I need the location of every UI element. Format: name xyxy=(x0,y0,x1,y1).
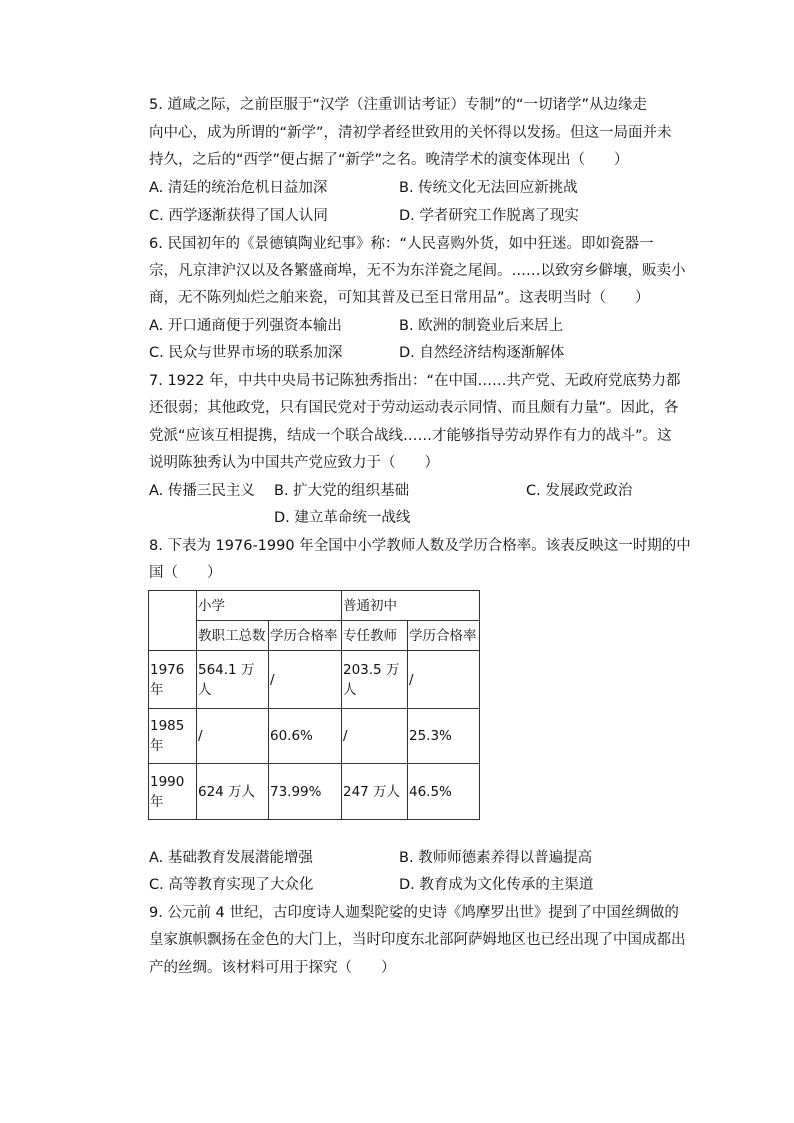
table-cell: 203.5 万 人 xyxy=(342,651,408,709)
q6-option-a[interactable]: A. 开口通商便于列强资本输出 xyxy=(149,318,342,334)
q8-option-b[interactable]: B. 教师师德素养得以普遍提高 xyxy=(399,850,593,866)
table-header-cell: 专任教师 xyxy=(342,621,408,651)
q7-option-a[interactable]: A. 传播三民主义 xyxy=(149,483,255,499)
q5-stem-line-3: 持久，之后的“西学”便占据了“新学”之名。晚清学术的演变体现出（ ） xyxy=(149,152,629,168)
q8-stem-line-2: 国（ ） xyxy=(149,565,222,581)
table-row-year: 1990 年 xyxy=(149,764,197,820)
table-group-primary: 小学 xyxy=(197,591,342,621)
table-cell: 25.3% xyxy=(408,709,480,764)
q6-stem-line-1: 6. 民国初年的《景德镇陶业纪事》称：“人民喜购外货，如中狂迷。即如瓷器一 xyxy=(149,236,654,252)
table-header-cell: 教职工总数 xyxy=(197,621,269,651)
q7-stem-line-3: 党派“应该互相提携，结成一个联合战线……才能够指导劳动界作有力的战斗”。这 xyxy=(149,428,672,444)
q6-option-c[interactable]: C. 民众与世界市场的联系加深 xyxy=(149,345,343,361)
q9-stem-line-1: 9. 公元前 4 世纪，古印度诗人迦梨陀娑的史诗《鸠摩罗出世》提到了中国丝绸做的 xyxy=(149,905,679,921)
table-cell: 73.99% xyxy=(269,764,342,820)
table-cell: / xyxy=(269,651,342,709)
q5-option-b[interactable]: B. 传统文化无法回应新挑战 xyxy=(399,180,578,196)
q5-option-d[interactable]: D. 学者研究工作脱离了现实 xyxy=(399,208,579,224)
q8-option-a[interactable]: A. 基础教育发展潜能增强 xyxy=(149,850,313,866)
table-cell: / xyxy=(408,651,480,709)
table-row xyxy=(149,709,480,764)
q7-option-c[interactable]: C. 发展政党政治 xyxy=(526,483,633,499)
q5-option-c[interactable]: C. 西学逐渐获得了国人认同 xyxy=(149,208,328,224)
q8-option-c[interactable]: C. 高等教育实现了大众化 xyxy=(149,877,314,893)
q6-option-d[interactable]: D. 自然经济结构逐渐解体 xyxy=(399,345,565,361)
table-header-cell: 学历合格率 xyxy=(269,621,342,651)
table-group-header-row xyxy=(149,591,480,621)
q9-stem-line-3: 产的丝绸。该材料可用于探究（ ） xyxy=(149,960,396,976)
q8-option-d[interactable]: D. 教育成为文化传承的主渠道 xyxy=(399,877,594,893)
q7-stem-line-4: 说明陈独秀认为中国共产党应致力于（ ） xyxy=(149,455,439,471)
q7-stem-line-1: 7. 1922 年，中共中央局书记陈独秀指出：“在中国……共产党、无政府党底势力都 xyxy=(149,373,681,389)
table-cell: 624 万人 xyxy=(197,764,269,820)
q7-stem-line-2: 还很弱；其他政党，只有国民党对于劳动运动表示同情、而且颇有力量”。因此，各 xyxy=(149,400,679,416)
table-header-cell: 学历合格率 xyxy=(408,621,480,651)
table-group-junior-middle: 普通初中 xyxy=(342,591,480,621)
q9-stem-line-2: 皇家旗帜飘扬在金色的大门上，当时印度东北部阿萨姆地区也已经出现了中国成都出 xyxy=(149,932,686,948)
q5-option-a[interactable]: A. 清廷的统治危机日益加深 xyxy=(149,180,328,196)
q6-stem-line-3: 商，无不陈列灿烂之舶来瓷，可知其普及已至日常用品”。这表明当时（ ） xyxy=(149,290,650,306)
q5-stem-line-2: 向中心，成为所谓的“新学”，清初学者经世致用的关怀得以发扬。但这一局面并未 xyxy=(149,125,672,141)
table-cell: 46.5% xyxy=(408,764,480,820)
table-corner-cell xyxy=(149,591,197,651)
q5-stem-line-1: 5. 道咸之际，之前臣服于“汉学（注重训诂考证）专制”的“一切诸学”从边缘走 xyxy=(149,97,647,113)
q7-option-b[interactable]: B. 扩大党的组织基础 xyxy=(274,483,410,499)
teacher-statistics-table xyxy=(148,590,480,820)
q6-stem-line-2: 宗，凡京津沪汉以及各繁盛商埠，无不为东洋瓷之尾闾。……以致穷乡僻壤，贩卖小 xyxy=(149,263,686,279)
table-cell: 564.1 万人 xyxy=(197,651,269,709)
q7-option-d[interactable]: D. 建立革命统一战线 xyxy=(274,510,411,526)
q6-option-b[interactable]: B. 欧洲的制瓷业后来居上 xyxy=(399,318,564,334)
q8-stem-line-1: 8. 下表为 1976-1990 年全国中小学教师人数及学历合格率。该表反映这一时期的中 xyxy=(149,538,691,554)
table-row-year: 1976 年 xyxy=(149,651,197,709)
table-cell: / xyxy=(342,709,408,764)
table-header-row xyxy=(149,621,480,651)
table-row-year: 1985 年 xyxy=(149,709,197,764)
table-cell: / xyxy=(197,709,269,764)
table-row xyxy=(149,651,480,709)
table-cell: 60.6% xyxy=(269,709,342,764)
table-cell: 247 万人 xyxy=(342,764,408,820)
table-row xyxy=(149,764,480,820)
